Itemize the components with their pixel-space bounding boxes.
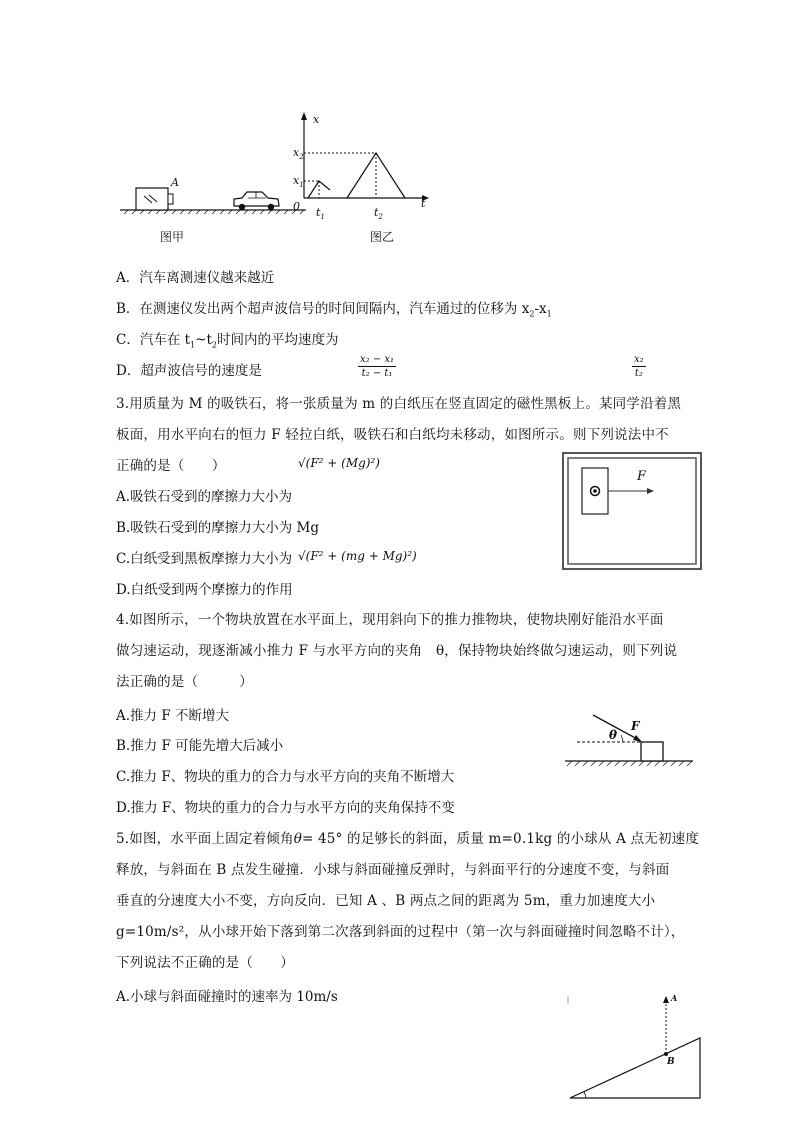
q5-option-a: A.小球与斜面碰撞时的速率为 10m/s bbox=[116, 989, 338, 1005]
q2-option-b: B．在测速仪发出两个超声波信号的时间间隔内，汽车通过的位移为 $x_2-x_1$ bbox=[116, 301, 552, 319]
q4-stem-line3: 法正确的是（ ） bbox=[116, 674, 253, 690]
block-push-figure bbox=[563, 705, 698, 775]
q3-option-c: C.白纸受到黑板摩擦力大小为 bbox=[116, 551, 293, 567]
push-force-label: F bbox=[631, 719, 640, 733]
q5-stem-line4: g=10m/s²，从小球开始下落到第二次落到斜面的过程中（第一次与斜面碰撞时间忽略不计）， bbox=[116, 924, 685, 940]
q4-option-b: B.推力 F 可能先增大后减小 bbox=[116, 738, 284, 754]
fraction-c: $\frac{\text{x₂ − x₁}}{\text{t₂ − t₁}}$ bbox=[360, 354, 395, 379]
caption-left: 图甲 bbox=[160, 230, 185, 244]
q3-stem-line1: 3.用质量为 M 的吸铁石，将一张质量为 m 的白纸压在竖直固定的磁性黑板上。某同学沿着黑 bbox=[116, 396, 682, 412]
q3-option-d: D.白纸受到两个摩擦力的作用 bbox=[116, 582, 293, 598]
blackboard-force-label: F bbox=[637, 469, 647, 484]
q3-formula-2: √(F² + (mg + Mg)²) bbox=[298, 549, 417, 563]
q5-stem-line1: 5.如图，水平面上固定着倾角θ= 45° 的足够长的斜面，质量 m=0.1kg 的小球从 A 点无初速度 bbox=[116, 831, 700, 847]
q2-option-d: D．超声波信号的速度是 bbox=[116, 363, 262, 379]
caption-right: 图乙 bbox=[370, 230, 395, 244]
q5-stem-line2: 释放，与斜面在 B 点发生碰撞．小球与斜面碰撞反弹时，与斜面平行的分速度不变，与斜面 bbox=[116, 862, 670, 878]
device-label-A: A bbox=[171, 176, 179, 189]
q2-option-c: C．汽车在 $t_1\sim t_2$时间内的平均速度为 bbox=[116, 332, 339, 350]
q4-stem-line2: 做匀速运动，现逐渐减小推力 F 与水平方向的夹角 θ，保持物块始终做匀速运动，则下列说 bbox=[116, 643, 678, 659]
x2-label: $x_2$ bbox=[293, 146, 304, 162]
ground-diagram bbox=[116, 170, 316, 230]
xt-graph bbox=[292, 110, 432, 220]
q4-option-c: C.推力 F、物块的重力的合力与水平方向的夹角不断增大 bbox=[116, 769, 455, 785]
q3-formula-1: √(F² + (Mg)²) bbox=[298, 456, 380, 470]
push-angle-label: θ bbox=[609, 728, 618, 742]
q3-stem-line2: 板面，用水平向右的恒力 F 轻拉白纸，吸铁石和白纸均未移动，如图所示。则下列说法中不 bbox=[116, 427, 669, 443]
axis-t-label: t bbox=[421, 197, 426, 210]
q3-stem-line3: 正确的是（ ） bbox=[116, 458, 226, 474]
t2-label: $t_2$ bbox=[374, 206, 383, 222]
q3-option-b: B.吸铁石受到的摩擦力大小为 Mg bbox=[116, 520, 319, 536]
q4-option-a: A.推力 F 不断增大 bbox=[116, 708, 229, 724]
q2-option-a: A．汽车离测速仪越来越近 bbox=[116, 270, 275, 286]
incline-point-B: B bbox=[667, 1057, 675, 1067]
axis-x-label: x bbox=[313, 113, 320, 126]
car-icon bbox=[234, 192, 279, 210]
blackboard-figure bbox=[562, 452, 702, 570]
fraction-d: $\frac{\text{x₂}}{\text{t₂}}$ bbox=[634, 354, 644, 379]
t1-label: $t_1$ bbox=[316, 206, 325, 222]
incline-figure bbox=[562, 992, 707, 1102]
origin-label: 0 bbox=[293, 200, 300, 213]
q5-stem-line5: 下列说法不正确的是（ ） bbox=[116, 955, 295, 971]
q3-option-a: A.吸铁石受到的摩擦力大小为 bbox=[116, 489, 293, 505]
q4-stem-line1: 4.如图所示，一个物块放置在水平面上，现用斜向下的推力推物块，使物块刚好能沿水平面 bbox=[116, 612, 664, 628]
incline-point-A: A bbox=[671, 993, 678, 1003]
q4-option-d: D.推力 F、物块的重力的合力与水平方向的夹角保持不变 bbox=[116, 800, 455, 816]
q5-stem-line3: 垂直的分速度大小不变，方向反向．已知 A 、B 两点之间的距离为 5m，重力加速度大小 bbox=[116, 893, 656, 909]
x1-label: $x_1$ bbox=[293, 174, 304, 190]
speed-meter-icon bbox=[136, 188, 168, 210]
